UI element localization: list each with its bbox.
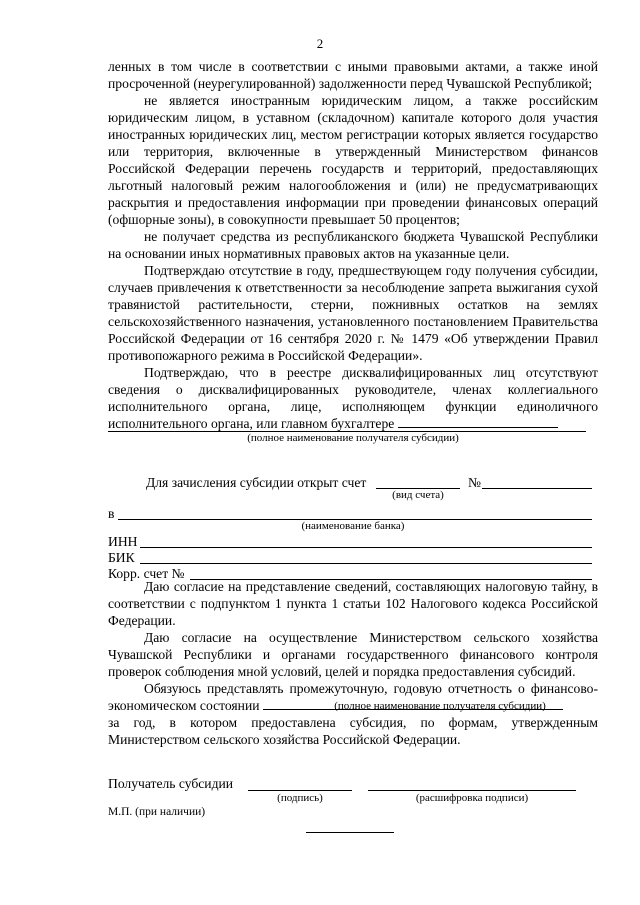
recipient-signature-label: Получатель субсидии <box>108 776 234 791</box>
caption-bank: (наименование банка) <box>301 520 405 532</box>
stamp-label: М.П. (при наличии) <box>108 806 206 818</box>
signature-field[interactable] <box>248 790 352 791</box>
caption-signature-decode: (расшифровка подписи) <box>415 792 529 804</box>
paragraph-foreign-entity: не является иностранным юридическим лицом, а также российским юридическим лицом, в уставном (складочном) капитале которого доля участия иностранных юридических лиц, местом регистрации которых является государство или территория, включенные в утвержденный Министерством финансов Российской Федерации перечень государств и территорий, предоставляющих льготный налоговый режим налогообложения и (или) не предусматривающих раскрытия и предоставления информации при проведении финансовых операций (офшорные зоны), в совокупности превышает 50 процентов; <box>108 93 598 227</box>
account-text: Для зачисления субсидии открыт счет <box>146 475 367 490</box>
caption-recipient: (полное наименование получателя субсидии) <box>247 432 459 444</box>
paragraph-debt: ленных в том числе в соответствии с иными правовыми актами, а также иной просроченной (неурегулированной) задолженности перед Чувашской Республикой; <box>108 59 598 91</box>
paragraph-no-budget-funds: не получает средства из республиканского бюджета Чувашской Республики на основании иных нормативных правовых актов на указанные цели. <box>108 229 598 261</box>
bik-label: БИК <box>108 550 135 565</box>
paragraph-disqualified-registry <box>108 364 598 432</box>
inn-label: ИНН <box>108 534 138 549</box>
paragraph-inspection-consent: Даю согласие на осуществление Министерством сельского хозяйства Чувашской Республики и органами государственного финансового контроля проверок соблюдения мной условий, целей и порядка предоставления субсидий. <box>108 630 598 679</box>
paragraph-tax-secret-consent: Даю согласие на представление сведений, составляющих налоговую тайну, в соответствии с подпунктом 1 пункта 1 статьи 102 Налогового кодекса Российской Федерации. <box>108 579 598 628</box>
closing-divider <box>306 832 394 833</box>
document-body <box>108 58 598 432</box>
inn-field[interactable] <box>140 547 592 548</box>
consent-block <box>108 578 598 714</box>
reporting-continuation <box>108 714 598 748</box>
bank-label: в <box>108 506 115 521</box>
page-number: 2 <box>316 36 324 51</box>
caption-signature: (подпись) <box>277 792 323 804</box>
paragraph-fire-regime: Подтверждаю отсутствие в году, предшествующем году получения субсидии, случаев привлечения к ответственности за несоблюдение запрета выжигания сухой травянистой растительности, стерни, пожнивных остатков на землях сельскохозяйственного назначения, установленного постановлением Правительства Российской Федерации от 16 сентября 2020 г. № 1479 «Об утверждении Правил противопожарного режима в Российской Федерации». <box>108 263 598 363</box>
account-number-sign: № <box>468 475 481 490</box>
paragraph-reporting-forms: за год, в котором предоставлена субсидия, по формам, утвержденным Министерством сельского хозяйства Российской Федерации. <box>108 715 598 747</box>
recipient-name-field[interactable] <box>398 415 558 428</box>
bik-field[interactable] <box>140 563 592 564</box>
caption-recipient-2: (полное наименование получателя субсидии) <box>334 700 546 712</box>
signature-decode-field[interactable] <box>368 790 576 791</box>
disqualified-text: Подтверждаю, что в реестре дисквалифицированных лиц отсутствуют сведения о дисквалифицированных руководителе, членах коллегиального исполнительного органа, лице, исполняющем функции единоличного исполнительного органа, или главном бухгалтере <box>108 365 598 431</box>
account-row <box>146 474 366 491</box>
caption-account-type: (вид счета) <box>392 489 444 501</box>
reporting-text: Обязуюсь представлять промежуточную, годовую отчетность о финансово-экономическом состоянии <box>108 681 598 713</box>
corr-account-label: Корр. счет № <box>108 566 185 581</box>
account-number-field[interactable] <box>482 488 592 489</box>
